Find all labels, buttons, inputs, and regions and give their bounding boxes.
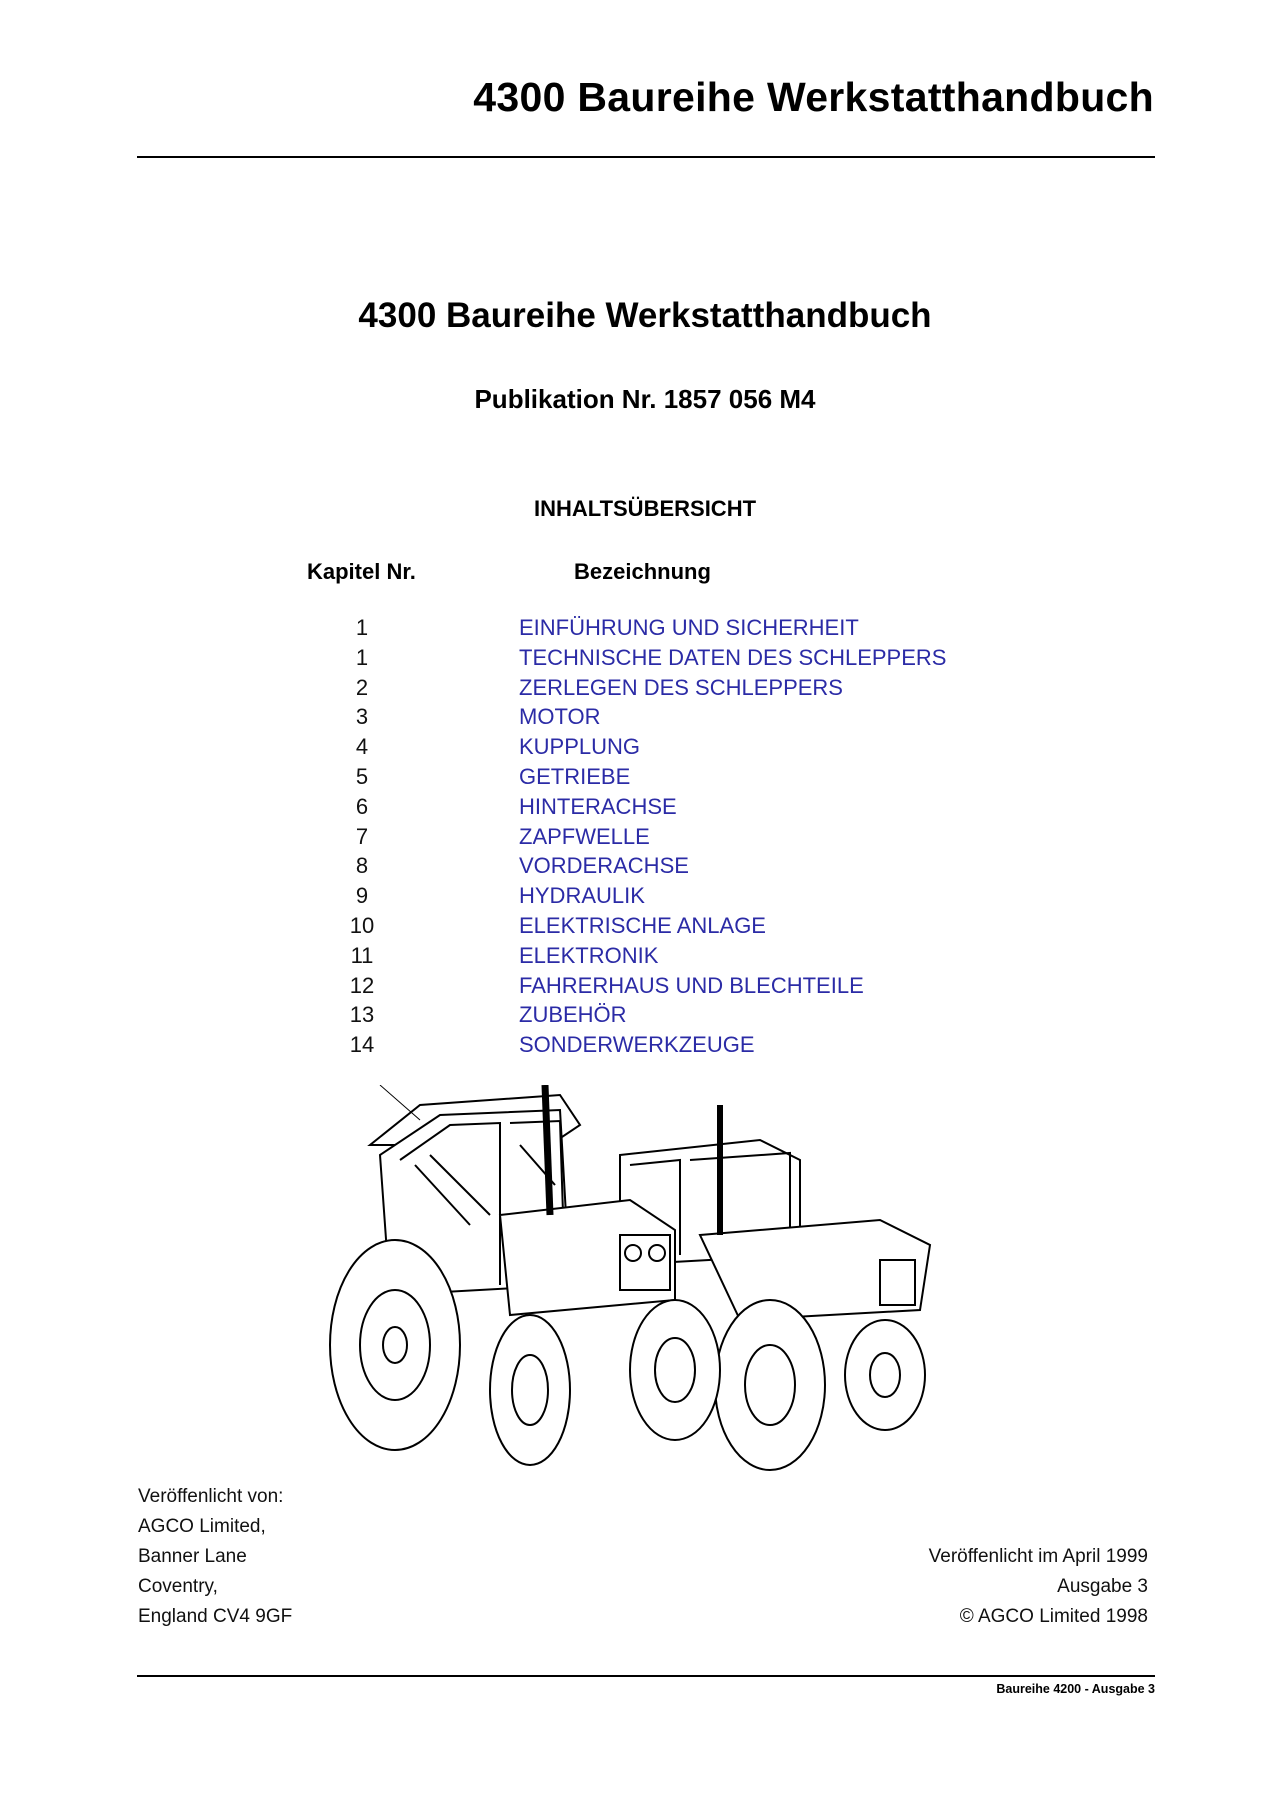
chapter-number: 11	[350, 942, 374, 968]
publisher-label: Veröffenlicht von:	[138, 1486, 284, 1507]
toc-row	[0, 1030, 1272, 1060]
table-of-contents	[0, 613, 1272, 1060]
chapter-link[interactable]: SONDERWERKZEUGE	[519, 1032, 755, 1058]
chapter-link[interactable]: ELEKTRISCHE ANLAGE	[519, 912, 766, 938]
chapter-link[interactable]: VORDERACHSE	[519, 853, 689, 879]
publication-date: Veröffenlicht im April 1999	[928, 1546, 1148, 1567]
header-divider	[137, 156, 1155, 158]
toc-heading: INHALTSÜBERSICHT	[533, 496, 757, 521]
toc-row	[0, 762, 1272, 792]
toc-row	[0, 971, 1272, 1001]
toc-column-chapter: Kapitel Nr.	[307, 559, 416, 584]
toc-row	[0, 851, 1272, 881]
copyright: © AGCO Limited 1998	[959, 1606, 1148, 1627]
publication-number: Publikation Nr. 1857 056 M4	[474, 384, 816, 414]
toc-row	[0, 881, 1272, 911]
chapter-number: 4	[355, 734, 369, 760]
toc-row	[0, 702, 1272, 732]
chapter-link[interactable]: ELEKTRONIK	[519, 942, 659, 968]
toc-row	[0, 643, 1272, 673]
front-tractor-drawing	[330, 1085, 720, 1465]
chapter-number: 1	[355, 615, 369, 640]
chapter-number: 7	[355, 823, 369, 849]
tractor-illustration	[320, 1085, 1010, 1485]
toc-row	[0, 613, 1272, 643]
chapter-link[interactable]: ZAPFWELLE	[519, 823, 650, 849]
chapter-number: 9	[355, 883, 369, 909]
chapter-number: 3	[355, 704, 369, 730]
footer-divider	[137, 1675, 1155, 1677]
chapter-number: 1	[355, 644, 369, 670]
document-title: 4300 Baureihe Werkstatthandbuch	[358, 296, 932, 335]
chapter-link[interactable]: TECHNISCHE DATEN DES SCHLEPPERS	[519, 644, 947, 670]
publisher-country: England CV4 9GF	[138, 1606, 293, 1627]
chapter-link[interactable]: MOTOR	[519, 704, 601, 730]
toc-row	[0, 792, 1272, 822]
chapter-link[interactable]: HYDRAULIK	[519, 883, 645, 909]
toc-row	[0, 732, 1272, 762]
chapter-number: 8	[355, 853, 369, 879]
chapter-number: 12	[349, 972, 375, 998]
chapter-link[interactable]: HINTERACHSE	[519, 793, 677, 819]
chapter-link[interactable]: ZERLEGEN DES SCHLEPPERS	[519, 674, 843, 700]
chapter-link[interactable]: ZUBEHÖR	[519, 1002, 627, 1028]
chapter-number: 10	[349, 912, 375, 938]
toc-row	[0, 1000, 1272, 1030]
toc-row	[0, 673, 1272, 703]
chapter-link[interactable]: EINFÜHRUNG UND SICHERHEIT	[519, 615, 859, 640]
publisher-name: AGCO Limited,	[138, 1516, 266, 1537]
chapter-number: 6	[355, 793, 369, 819]
chapter-link[interactable]: GETRIEBE	[519, 763, 631, 789]
chapter-link[interactable]: KUPPLUNG	[519, 734, 641, 760]
edition-number: Ausgabe 3	[1057, 1576, 1148, 1597]
chapter-number: 13	[349, 1002, 375, 1028]
chapter-number: 2	[355, 674, 369, 700]
toc-row	[0, 822, 1272, 852]
publisher-city: Coventry,	[138, 1576, 218, 1597]
toc-row	[0, 941, 1272, 971]
toc-row	[0, 911, 1272, 941]
header-title: 4300 Baureihe Werkstatthandbuch	[473, 74, 1154, 120]
publisher-street: Banner Lane	[138, 1546, 247, 1567]
toc-column-title: Bezeichnung	[574, 559, 711, 584]
chapter-number: 5	[355, 763, 369, 789]
footer-text: Baureihe 4200 - Ausgabe 3	[996, 1682, 1155, 1696]
chapter-link[interactable]: FAHRERHAUS UND BLECHTEILE	[519, 972, 864, 998]
chapter-number: 14	[349, 1032, 375, 1058]
